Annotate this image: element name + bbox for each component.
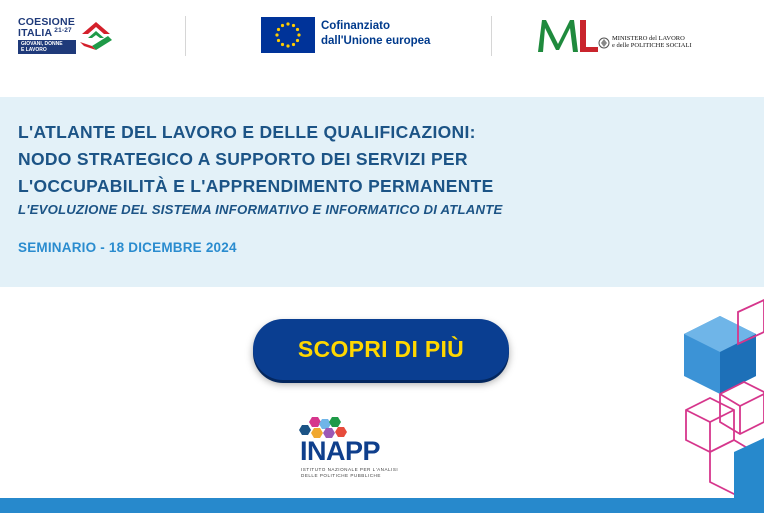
coesione-tagline: GIOVANI, DONNE E LAVORO xyxy=(18,40,76,54)
coesione-arrows-icon xyxy=(78,16,114,54)
coesione-years: 21-27 xyxy=(54,27,72,34)
coesione-line1: COESIONE xyxy=(18,16,76,28)
event-title-line-2: NODO STRATEGICO A SUPPORTO DEI SERVIZI PER xyxy=(18,149,468,169)
event-title-line-1: L'ATLANTE DEL LAVORO E DELLE QUALIFICAZIONI: xyxy=(18,122,476,142)
event-date: SEMINARIO - 18 DICEMBRE 2024 xyxy=(18,240,237,255)
decorative-cubes-graphic xyxy=(680,292,764,498)
inapp-description: ISTITUTO NAZIONALE PER L'ANALISI DELLE POLITICHE PUBBLICHE xyxy=(301,467,399,478)
coesione-line2: ITALIA $^{21-27}$ xyxy=(18,27,72,39)
logo-divider xyxy=(185,16,186,56)
inapp-logo xyxy=(298,415,408,485)
event-title-line-3: L'OCCUPABILITÀ E L'APPRENDIMENTO PERMANENTE xyxy=(18,176,494,196)
event-subtitle: L'EVOLUZIONE DEL SISTEMA INFORMATIVO E INFORMATICO DI ATLANTE xyxy=(18,202,503,217)
ministry-ml-logo xyxy=(536,14,612,56)
event-banner xyxy=(0,97,764,287)
eu-flag-icon xyxy=(261,17,315,53)
bottom-accent-bar xyxy=(0,498,764,513)
inapp-wordmark: INAPP xyxy=(300,436,381,466)
eu-cofinanced-label: Cofinanziato dall'Unione europea xyxy=(321,20,431,47)
coesione-italia-logo xyxy=(18,14,114,58)
logo-divider xyxy=(491,16,492,56)
discover-more-button[interactable]: SCOPRI DI PIÙ xyxy=(253,319,509,380)
ministry-label: MINISTERO del LAVORO e delle POLITICHE SOCIALI xyxy=(612,35,692,49)
partner-logo-strip xyxy=(0,0,764,97)
